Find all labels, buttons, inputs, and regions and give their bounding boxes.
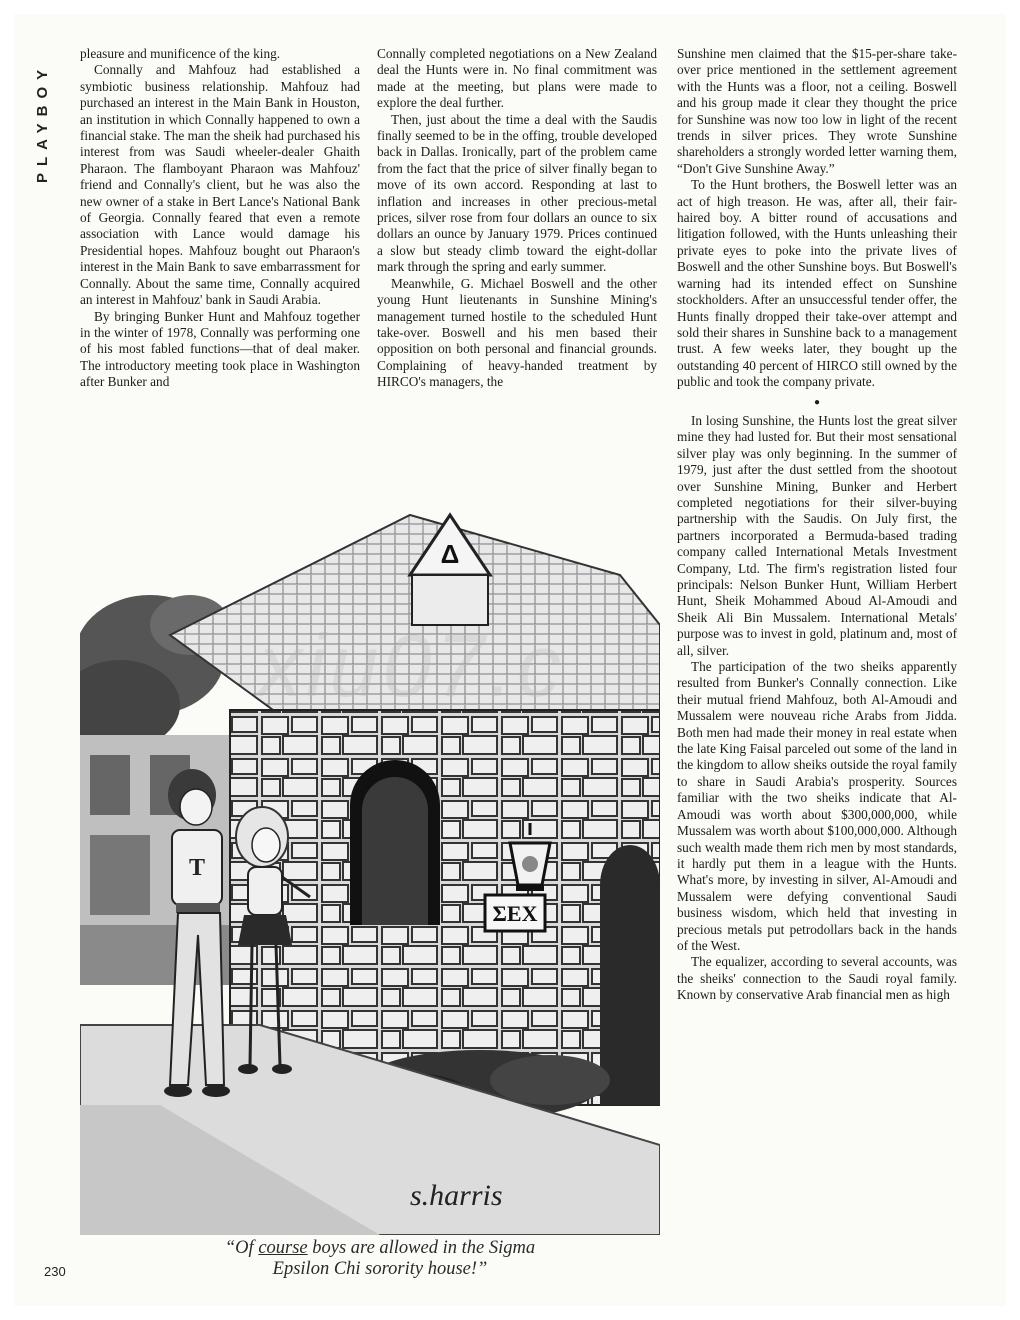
caption-line-2: Epsilon Chi sorority house!” bbox=[272, 1259, 488, 1279]
artist-signature: s.harris bbox=[410, 1179, 503, 1212]
arched-window bbox=[350, 760, 440, 925]
paragraph: By bringing Bunker Hunt and Mahfouz together in the winter of 1978, Connally was performing one of his most fabled functions—that of deal maker. The introductory meeting took place in Washington after Bunker and bbox=[80, 308, 360, 390]
paragraph: Then, just about the time a deal with the Saudis finally seemed to be in the offing, trouble developed back in Dallas. Ironically, part of the problem came from the fact that the price of silver finally began to move of its own accord. Responding at last to inflation and increases in other precious-metal prices, silver rose from four dollars an ounce to six dollars an ounce by January 1979. Prices continued a slow but steady climb toward the eight-dollar mark through the spring and early summer. bbox=[377, 111, 657, 275]
paragraph: Sunshine men claimed that the $15-per-share take-over price mentioned in the settlement agreement with the Hunts was a floor, not a ceiling. Boswell and his group made it clear they thought the price for Sunshine was now too low in light of the recent trends in silver prices. They wrote Sunshine shareholders a strongly worded letter warning them, “Don't Give Sunshine Away.” bbox=[677, 46, 957, 176]
paragraph: pleasure and munificence of the king. bbox=[80, 46, 281, 61]
paragraph: In losing Sunshine, the Hunts lost the great silver mine they had lusted for. But their most sensational silver play was only beginning. In the summer of 1979, just after the dust settled from the shootout over Sunshine Mining, Bunker and Herbert completed negotiations for their silver-buying partnership with the Saudis. On July first, the partners incorporated a Bermuda-based trading company called International Metals Investment Company, Ltd. The firm's registration listed four principals: Nelson Bunker Hunt, William Herbert Hunt, Sheik Mohammed Aboud Al-Amoudi and Sheik Ali Bin Mussalem. International Metals' purpose was to invest in gold, platinum and, most of all, silver. bbox=[677, 412, 957, 658]
text-column-2 bbox=[377, 46, 657, 391]
caption-line-1 bbox=[120, 1238, 640, 1259]
doorway bbox=[600, 845, 660, 1105]
page-number: 230 bbox=[44, 1264, 66, 1279]
paragraph: The equalizer, according to several accounts, was the sheiks' connection to the Saudi royal family. Known by conservative Arab financial men as high bbox=[677, 954, 957, 1003]
paragraph: Connally completed negotiations on a New Zealand deal the Hunts were in. No final commitment was made at the meeting, but plans were made to explore the deal further. bbox=[377, 46, 657, 111]
caption-line-1-end: boys are allowed in the Sigma bbox=[307, 1238, 536, 1258]
text-column-3 bbox=[677, 46, 957, 1004]
column-3-part-2 bbox=[677, 413, 957, 1004]
sorority-sign bbox=[485, 895, 545, 931]
sign-text: ΣΕΧ bbox=[492, 901, 538, 926]
text-column-1 bbox=[80, 46, 360, 391]
shirt-letter: T bbox=[188, 855, 206, 881]
pediment-letter: Δ bbox=[440, 539, 460, 569]
paragraph: Meanwhile, G. Michael Boswell and the other young Hunt lieutenants in Sunshine Mining's management turned hostile to the scheduled Hunt take-over. Boswell and his men based their opposition on both personal and financial grounds. Complaining of heavy-handed treatment by HIRCO's managers, the bbox=[377, 275, 657, 390]
caption-emphasis: course bbox=[258, 1238, 308, 1258]
watermark: xiu07.c bbox=[258, 616, 565, 715]
caption-line-1-start: “Of bbox=[224, 1238, 259, 1258]
cartoon-caption bbox=[120, 1238, 640, 1280]
paragraph: The participation of the two sheiks apparently resulted from Bunker's Connally connection. Like their mutual friend Mahfouz, both Al-Amoudi and Mussalem were nouveau riche Arabs from Jidda. Both men had made their money in real estate when the late King Faisal parceled out some of the land in the kingdom to allow sheiks outside the royal family to share in Saudi Arabia's prosperity. Sources familiar with the two sheiks indicate that Al-Amoudi was worth about $300,000,000, while Mussalem was worth about $100,000,000. Although such wealth made them rich men by most standards, it hardly put them in a league with the Hunts. What's more, by investing in silver, Al-Amoudi and Mussalem were defying conventional Saudi business wisdom, which held that investing in precious metals put petrodollars back in the hands of the West. bbox=[677, 659, 957, 953]
section-separator: ● bbox=[813, 396, 821, 408]
paragraph: Connally and Mahfouz had established a symbiotic business relationship. Mahfouz had purchased an interest in the Main Bank in Houston, an institution in which Connally happened to own a financial stake. The man the sheik had purchased his interest from was Saudi wheeler-dealer Ghaith Pharaon. The flamboyant Pharaon was Mahfouz' friend and Connally's client, but he was also the new owner of a stake in Bert Lance's National Bank of Georgia. Connally feared that even a remote association with Lance would damage his Presidential hopes. Mahfouz bought out Pharaon's interest in the Main Bank to save embarrassment for Connally. About the same time, Connally acquired an interest in Mahfouz' bank in Saudi Arabia. bbox=[80, 62, 361, 308]
column-3-part-1 bbox=[677, 46, 957, 391]
magazine-masthead: PLAYBOY bbox=[34, 62, 51, 184]
paragraph: To the Hunt brothers, the Boswell letter was an act of high treason. He was, after all, their fair-haired boy. A bitter round of accusations and litigation followed, with the Hunts unleashing their private eyes to poke into the private lives of Boswell and the other Sunshine boys. But Boswell's warning had its intended effect on Sunshine stockholders. After an unsuccessful tender offer, the Hunts finally dropped their take-over attempt and sold their shares in Sunshine back to a management trust. A few weeks later, they bought up the outstanding 40 percent of HIRCO still owned by the public and took the company private. bbox=[677, 177, 957, 390]
